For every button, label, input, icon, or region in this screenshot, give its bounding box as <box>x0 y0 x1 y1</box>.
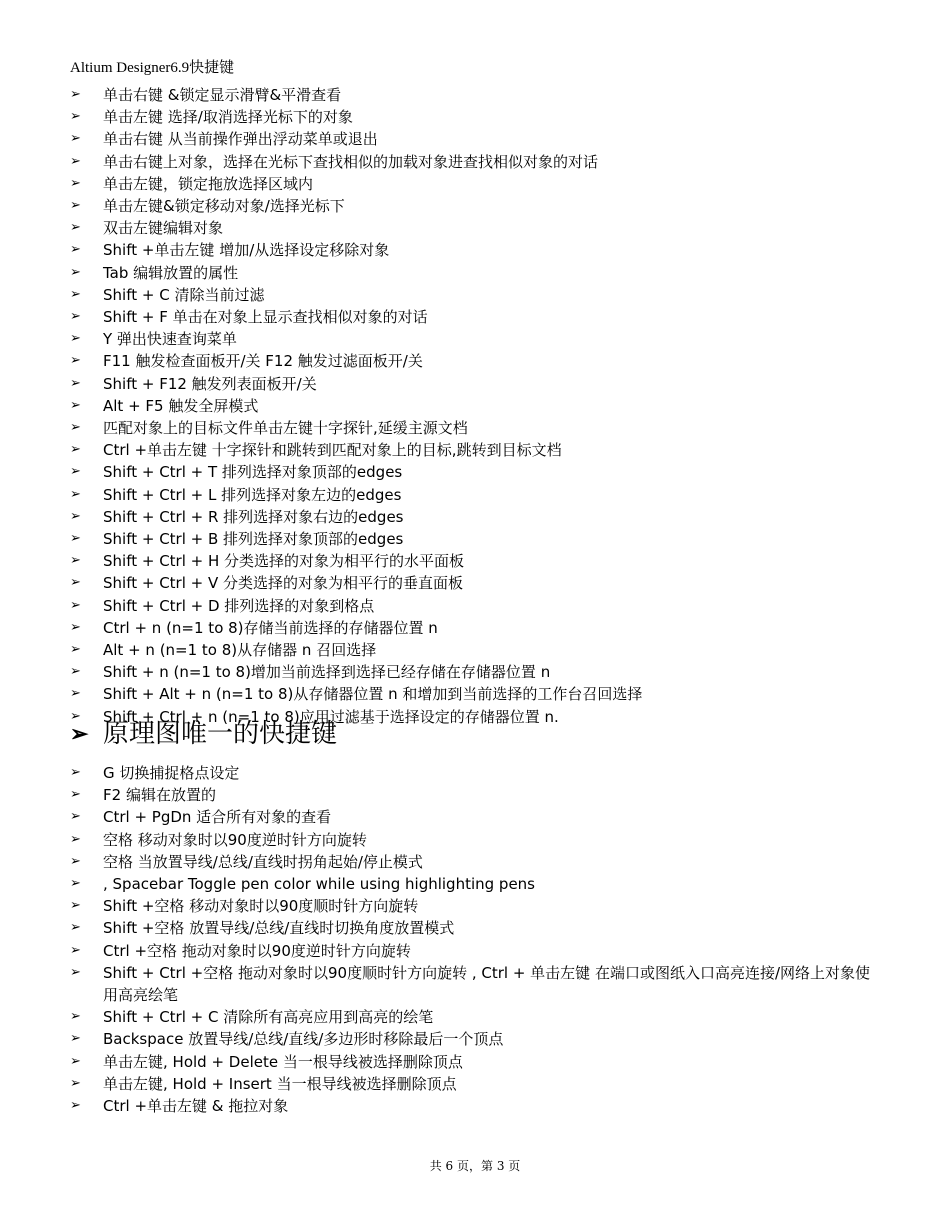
list-item-text: F2 编辑在放置的 <box>103 786 216 805</box>
arrow-bullet-icon: ➢ <box>70 375 81 391</box>
list-item <box>70 639 870 661</box>
list-item <box>70 217 870 239</box>
list-item <box>70 829 870 851</box>
list-item-text: 单击右键上对象，选择在光标下查找相似的加载对象进查找相似对象的对话 <box>103 152 599 171</box>
arrow-bullet-icon: ➢ <box>70 309 81 325</box>
document-title: Altium Designer6.9快捷键 <box>70 60 235 76</box>
list-item <box>70 572 870 594</box>
list-item <box>70 395 870 417</box>
list-item-text: Shift + Ctrl + L 排列选择对象左边的edges <box>103 485 402 504</box>
list-item-text: 单击左键 选择/取消选择光标下的对象 <box>103 108 353 127</box>
arrow-bullet-icon: ➢ <box>70 942 81 958</box>
arrow-bullet-icon: ➢ <box>70 597 81 613</box>
list-item <box>70 895 870 917</box>
list-item <box>70 784 870 806</box>
arrow-bullet-icon: ➢ <box>70 464 81 480</box>
list-item-text: Shift + Ctrl +空格 拖动对象时以90度顺时针方向旋转 , Ctrl + 单击左键 在端口或图纸入口高亮连接/网络上对象使用高亮绘笔 <box>103 963 871 1005</box>
list-item <box>70 1051 870 1073</box>
list-item <box>70 128 870 150</box>
list-item-text: G 切换捕捉格点设定 <box>103 764 240 782</box>
arrow-bullet-icon: ➢ <box>70 642 81 658</box>
list-item <box>70 1095 870 1117</box>
arrow-bullet-icon: ➢ <box>70 686 81 702</box>
list-item-text: Shift + Ctrl + T 排列选择对象顶部的edges <box>103 463 403 482</box>
arrow-bullet-icon: ➢ <box>70 721 89 747</box>
list-item <box>70 851 870 873</box>
list-item <box>70 1006 870 1028</box>
arrow-bullet-icon: ➢ <box>70 1031 81 1047</box>
list-item-text: Shift + Ctrl + V 分类选择的对象为相平行的垂直面板 <box>103 574 464 593</box>
arrow-bullet-icon: ➢ <box>70 708 81 724</box>
list-item-text: Ctrl + n (n=1 to 8)存储当前选择的存储器位置 n <box>103 618 438 637</box>
list-item <box>70 873 870 895</box>
list-item <box>70 417 870 439</box>
arrow-bullet-icon: ➢ <box>70 898 81 914</box>
list-item <box>70 806 870 828</box>
arrow-bullet-icon: ➢ <box>70 397 81 413</box>
list-item <box>70 84 870 106</box>
list-item-text: Shift + Ctrl + C 清除所有高亮应用到高亮的绘笔 <box>103 1008 434 1027</box>
arrow-bullet-icon: ➢ <box>70 153 81 169</box>
list-item-text: Shift +单击左键 增加/从选择设定移除对象 <box>103 241 390 260</box>
arrow-bullet-icon: ➢ <box>70 876 81 892</box>
arrow-bullet-icon: ➢ <box>70 286 81 302</box>
arrow-bullet-icon: ➢ <box>70 87 81 102</box>
section-heading-text: 原理图唯一的快捷键 <box>103 719 338 749</box>
arrow-bullet-icon: ➢ <box>70 765 81 780</box>
list-item-text: 单击左键, Hold + Delete 当一根导线被选择删除顶点 <box>103 1052 463 1071</box>
list-item-text: , Spacebar Toggle pen color while using highlighting pens <box>103 875 535 894</box>
list-item-text: Ctrl + PgDn 适合所有对象的查看 <box>103 808 332 827</box>
page-footer: 共 6 页，第 3 页 <box>429 1159 521 1173</box>
arrow-bullet-icon: ➢ <box>70 508 81 524</box>
arrow-bullet-icon: ➢ <box>70 853 81 869</box>
arrow-bullet-icon: ➢ <box>70 1009 81 1025</box>
list-item-text: Shift + Ctrl + D 排列选择的对象到格点 <box>103 596 375 615</box>
list-item-text: Ctrl +空格 拖动对象时以90度逆时针方向旋转 <box>103 941 411 960</box>
list-item <box>70 461 870 483</box>
list-item-text: 单击右键 从当前操作弹出浮动菜单或退出 <box>103 130 378 149</box>
list-item <box>70 550 870 572</box>
arrow-bullet-icon: ➢ <box>70 1053 81 1069</box>
list-item-text: 单击左键&锁定移动对象/选择光标下 <box>103 197 345 216</box>
shortcut-list-general <box>70 84 870 728</box>
list-item <box>70 1073 870 1095</box>
list-item <box>70 306 870 328</box>
arrow-bullet-icon: ➢ <box>70 809 81 825</box>
list-item-text: Backspace 放置导线/总线/直线/多边形时移除最后一个顶点 <box>103 1030 504 1049</box>
arrow-bullet-icon: ➢ <box>70 553 81 569</box>
list-item <box>70 940 870 962</box>
list-item <box>70 328 870 350</box>
list-item-text: Ctrl +单击左键 & 拖拉对象 <box>103 1097 289 1116</box>
section-heading <box>70 716 337 752</box>
arrow-bullet-icon: ➢ <box>70 264 81 280</box>
list-item-text: 空格 当放置导线/总线/直线时拐角起始/停止模式 <box>103 852 423 871</box>
arrow-bullet-icon: ➢ <box>70 920 81 936</box>
arrow-bullet-icon: ➢ <box>70 353 81 369</box>
arrow-bullet-icon: ➢ <box>70 420 81 436</box>
list-item-text: Shift + F 单击在对象上显示查找相似对象的对话 <box>103 308 428 327</box>
arrow-bullet-icon: ➢ <box>70 575 81 591</box>
arrow-bullet-icon: ➢ <box>70 220 81 236</box>
arrow-bullet-icon: ➢ <box>70 175 81 191</box>
list-item <box>70 195 870 217</box>
list-item-text: Alt + F5 触发全屏模式 <box>103 396 259 415</box>
list-item-text: Shift +空格 移动对象时以90度顺时针方向旋转 <box>103 897 419 916</box>
list-item-text: 空格 移动对象时以90度逆时针方向旋转 <box>103 830 367 849</box>
list-item <box>70 661 870 683</box>
arrow-bullet-icon: ➢ <box>70 787 81 803</box>
list-item <box>70 262 870 284</box>
shortcut-list-schematic <box>70 762 870 1117</box>
list-item-text: 单击左键，锁定拖放选择区域内 <box>103 174 314 193</box>
arrow-bullet-icon: ➢ <box>70 442 81 458</box>
list-item-text: Shift + F12 触发列表面板开/关 <box>103 374 317 393</box>
list-item-text: Shift + C 清除当前过滤 <box>103 285 265 304</box>
list-item <box>70 484 870 506</box>
arrow-bullet-icon: ➢ <box>70 109 81 125</box>
list-item-text: Tab 编辑放置的属性 <box>103 263 239 282</box>
arrow-bullet-icon: ➢ <box>70 198 81 214</box>
list-item-text: F11 触发检查面板开/关 F12 触发过滤面板开/关 <box>103 352 423 371</box>
arrow-bullet-icon: ➢ <box>70 831 81 847</box>
list-item <box>70 1028 870 1050</box>
list-item <box>70 106 870 128</box>
list-item <box>70 506 870 528</box>
list-item-text: 单击右键 &锁定显示滑臂&平滑查看 <box>103 86 342 104</box>
arrow-bullet-icon: ➢ <box>70 964 81 980</box>
arrow-bullet-icon: ➢ <box>70 1075 81 1091</box>
list-item-text: Shift + Ctrl + R 排列选择对象右边的edges <box>103 507 404 526</box>
arrow-bullet-icon: ➢ <box>70 486 81 502</box>
arrow-bullet-icon: ➢ <box>70 664 81 680</box>
list-item-text: Shift + Ctrl + n (n=1 to 8)应用过滤基于选择设定的存储器位置 n. <box>103 707 559 726</box>
list-item <box>70 239 870 261</box>
list-item <box>70 683 870 705</box>
list-item-text: Y 弹出快速查询菜单 <box>103 330 237 349</box>
list-item <box>70 373 870 395</box>
list-item <box>70 917 870 939</box>
list-item <box>70 595 870 617</box>
arrow-bullet-icon: ➢ <box>70 131 81 147</box>
list-item <box>70 350 870 372</box>
list-item-text: Alt + n (n=1 to 8)从存储器 n 召回选择 <box>103 641 377 660</box>
list-item-text: Shift + Ctrl + B 排列选择对象顶部的edges <box>103 530 404 549</box>
arrow-bullet-icon: ➢ <box>70 1098 81 1114</box>
list-item-text: Shift + Ctrl + H 分类选择的对象为相平行的水平面板 <box>103 552 465 571</box>
list-item <box>70 962 870 1006</box>
list-item-text: Shift + n (n=1 to 8)增加当前选择到选择已经存储在存储器位置 n <box>103 663 551 682</box>
arrow-bullet-icon: ➢ <box>70 619 81 635</box>
list-item <box>70 617 870 639</box>
list-item-text: Ctrl +单击左键 十字探针和跳转到匹配对象上的目标,跳转到目标文档 <box>103 441 562 460</box>
list-item <box>70 173 870 195</box>
list-item <box>70 284 870 306</box>
list-item <box>70 151 870 173</box>
list-item <box>70 528 870 550</box>
arrow-bullet-icon: ➢ <box>70 531 81 547</box>
arrow-bullet-icon: ➢ <box>70 242 81 258</box>
arrow-bullet-icon: ➢ <box>70 331 81 347</box>
list-item-text: Shift +空格 放置导线/总线/直线时切换角度放置模式 <box>103 919 455 938</box>
list-item-text: 双击左键编辑对象 <box>103 219 224 238</box>
list-item-text: Shift + Alt + n (n=1 to 8)从存储器位置 n 和增加到当前选择的工作台召回选择 <box>103 685 643 704</box>
list-item-text: 单击左键, Hold + Insert 当一根导线被选择删除顶点 <box>103 1074 457 1093</box>
list-item-text: 匹配对象上的目标文件单击左键十字探针,延缓主源文档 <box>103 419 468 438</box>
list-item <box>70 439 870 461</box>
list-item <box>70 762 870 784</box>
